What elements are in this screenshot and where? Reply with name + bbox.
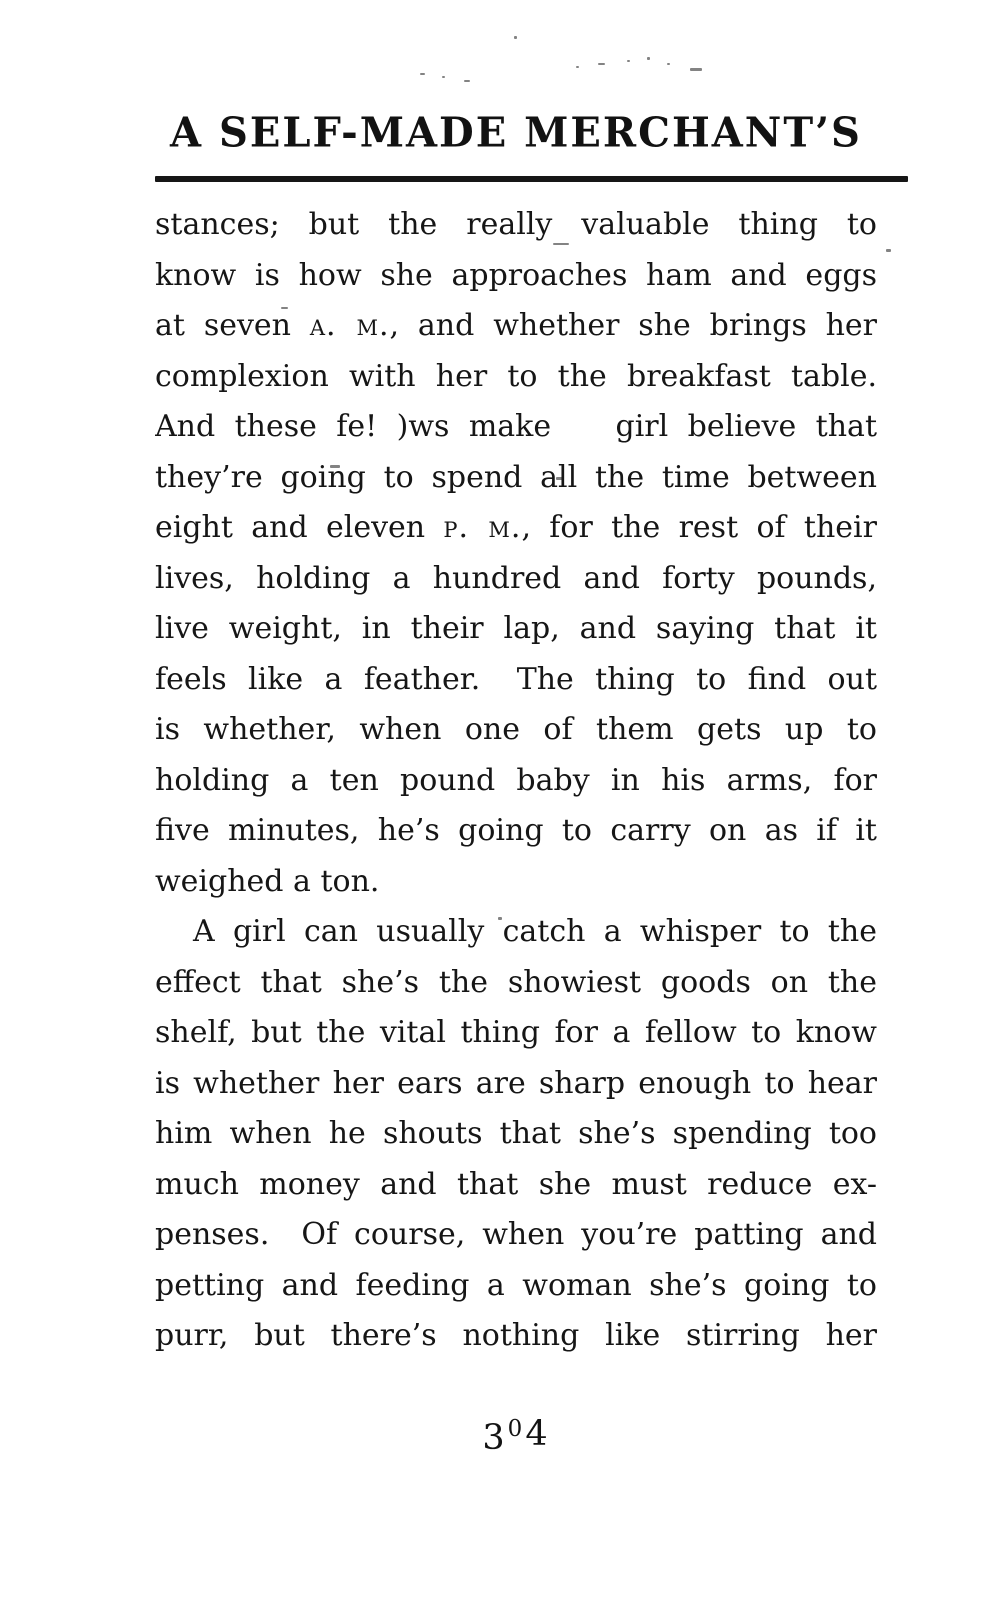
text-segment: effect that she’s the showiest goods on the — [155, 964, 877, 1000]
text-line — [155, 200, 877, 251]
text-line — [155, 1160, 877, 1211]
text-line — [155, 756, 877, 807]
scan-speckle — [576, 66, 579, 68]
text-segment: they’re going to spend all the time between — [155, 459, 877, 495]
scan-speckle — [442, 76, 445, 78]
text-line — [155, 655, 877, 706]
page-number-digit: 3 — [482, 1418, 507, 1458]
text-segment: a. m. — [309, 308, 390, 343]
text-line — [155, 604, 877, 655]
text-line — [155, 1261, 877, 1312]
text-line — [155, 301, 877, 352]
text-segment: holding a ten pound baby in his arms, for — [155, 762, 877, 798]
text-segment: And these fe! )ws make girl believe that — [155, 409, 877, 444]
text-line — [155, 1008, 877, 1059]
scan-speckle — [886, 249, 891, 252]
text-line — [155, 958, 877, 1009]
text-segment: live weight, in their lap, and saying that it — [155, 611, 877, 646]
text-segment: at seven — [155, 308, 310, 343]
text-line — [155, 907, 877, 958]
text-segment: is whether her ears are sharp enough to hear — [155, 1065, 877, 1101]
text-segment: purr, but there’s nothing like stirring her — [155, 1318, 877, 1353]
scan-speckle — [598, 63, 605, 65]
text-segment: is whether, when one of them gets up to — [155, 712, 877, 747]
scan-speckle — [514, 36, 517, 39]
text-segment: p. m. — [443, 510, 522, 545]
text-segment: stances; but the really valuable thing to — [155, 207, 877, 242]
text-line — [155, 705, 877, 756]
page-number-digit: 4 — [525, 1414, 550, 1454]
text-segment: eight and eleven — [155, 510, 444, 545]
text-segment: much money and that she must reduce ex- — [155, 1166, 877, 1202]
text-segment: him when he shouts that she’s spending too — [155, 1116, 877, 1151]
text-line — [155, 1311, 877, 1362]
header-rule — [155, 176, 908, 182]
text-segment: five minutes, he’s going to carry on as if it — [155, 813, 877, 848]
scan-speckle — [667, 63, 670, 65]
text-segment: penses. Of course, when you’re patting and — [155, 1217, 877, 1252]
text-segment: A girl can usually catch a whisper to the — [193, 914, 877, 949]
scan-speckle — [420, 73, 425, 75]
page-number — [155, 1414, 877, 1458]
page-number-digit: 0 — [507, 1416, 525, 1442]
scan-speckle — [627, 60, 630, 62]
scan-speckle — [690, 68, 702, 71]
text-segment: , and whether she brings her — [389, 308, 877, 343]
scan-speckle — [464, 80, 470, 82]
text-segment: complexion with her to the breakfast table. — [155, 358, 877, 394]
text-line — [155, 554, 877, 605]
text-line — [155, 1210, 877, 1261]
text-segment: , for the rest of their — [521, 510, 877, 545]
text-line — [155, 1059, 877, 1110]
text-line — [155, 1109, 877, 1160]
text-line — [155, 402, 877, 453]
text-line — [155, 453, 877, 504]
text-line — [155, 503, 877, 554]
scan-speckle — [647, 57, 650, 60]
body-lines — [155, 200, 877, 1362]
text-line — [155, 251, 877, 302]
text-segment: weighed a ton. — [155, 863, 380, 899]
text-line — [155, 352, 877, 403]
text-segment: know is how she approaches ham and eggs — [155, 257, 877, 293]
text-segment: shelf, but the vital thing for a fellow to know — [155, 1015, 877, 1050]
text-line — [155, 806, 877, 857]
text-segment: petting and feeding a woman she’s going to — [155, 1267, 877, 1303]
text-line — [155, 857, 877, 908]
text-segment: feels like a feather. The thing to find out — [155, 661, 877, 697]
running-head: A SELF-MADE MERCHANT’S — [170, 108, 862, 157]
text-segment: lives, holding a hundred and forty pounds, — [155, 560, 877, 596]
